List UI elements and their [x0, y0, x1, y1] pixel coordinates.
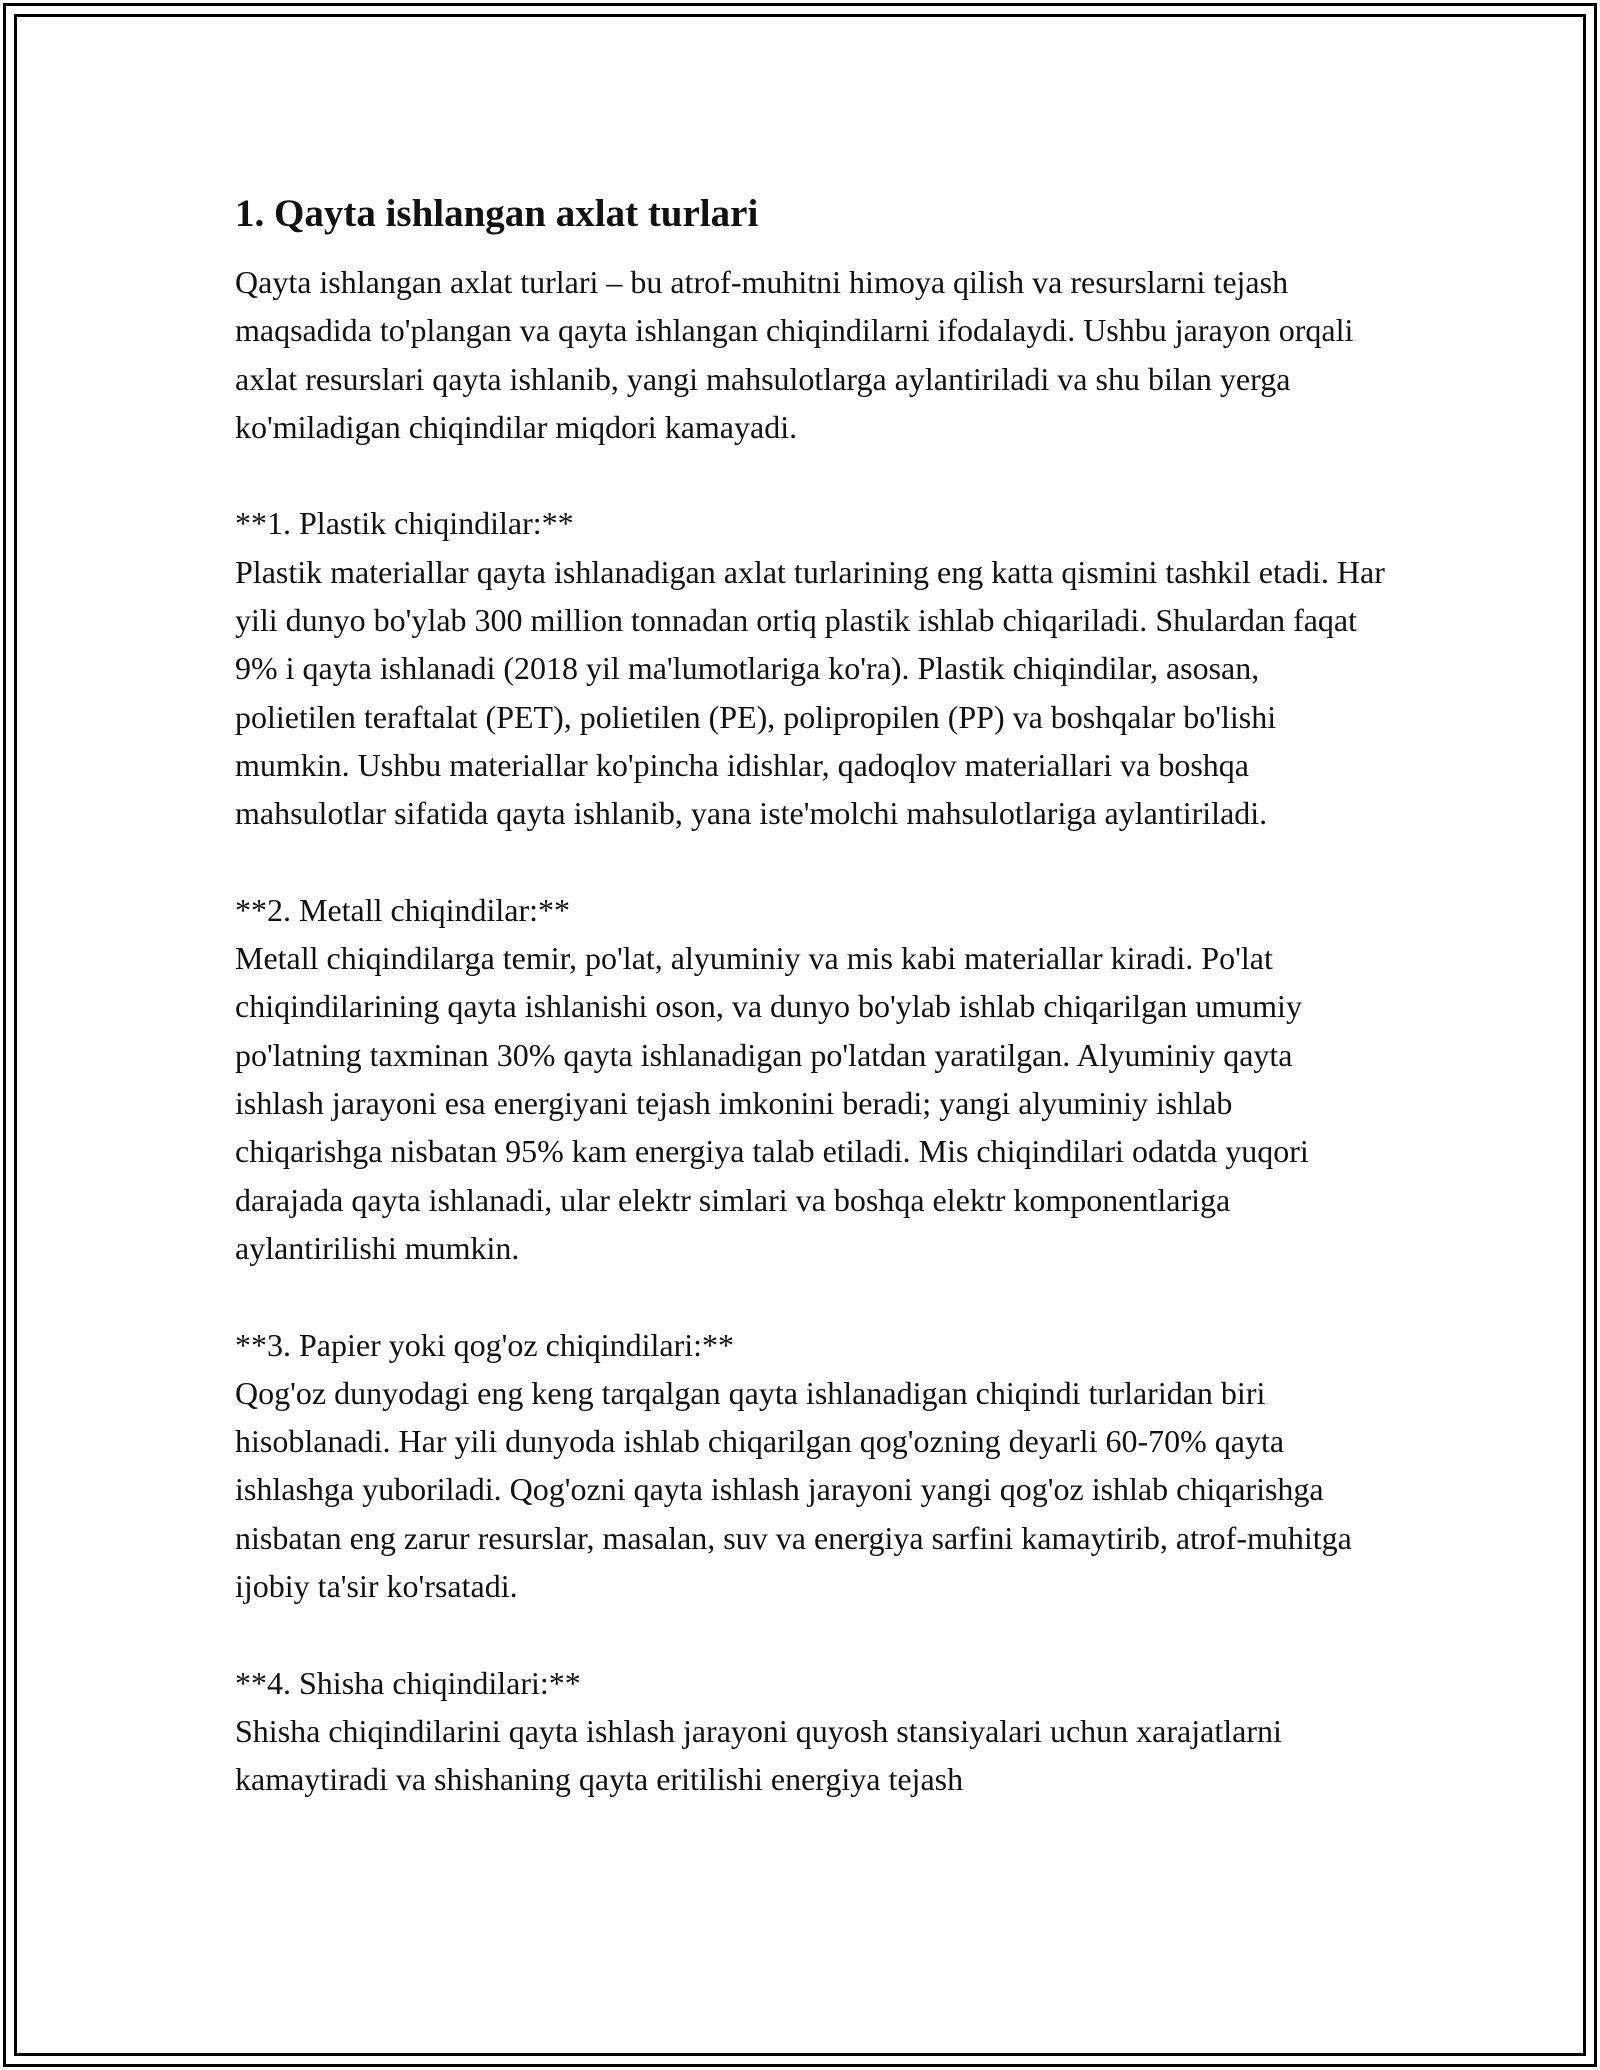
- section-body: Shisha chiqindilarini qayta ishlash jarayoni quyosh stansiyalari uchun xarajatlarni kamaytiradi va shishaning qayta eritilishi energiya tejash: [235, 1712, 1282, 1798]
- section-heading: **1. Plastik chiqindilar:**: [235, 505, 574, 542]
- section-body: Metall chiqindilarga temir, po'lat, alyuminiy va mis kabi materiallar kiradi. Po'lat chiqindilarining qayta ishlanishi oson, va dunyo bo'ylab ishlab chiqarilgan umumiy po'latning taxminan 30% qayta ishlanadigan po'latdan yaratilgan. Alyuminiy qayta ishlash jarayoni esa energiyani tejash imkonini beradi; yangi alyuminiy ishlab chiqarishga nisbatan 95% kam energiya talab etiladi. Mis chiqindilari odatda yuqori darajada qayta ishlanadi, ular elektr simlari va boshqa elektr komponentlariga aylantirilishi mumkin.: [235, 940, 1309, 1266]
- section-paper: [235, 1321, 1385, 1611]
- section-heading: **4. Shisha chiqindilari:**: [235, 1664, 581, 1701]
- section-heading: **2. Metall chiqindilar:**: [235, 891, 571, 928]
- section-glass: [235, 1659, 1385, 1804]
- section-body: Qog'oz dunyodagi eng keng tarqalgan qayta ishlanadigan chiqindi turlaridan biri hisoblanadi. Har yili dunyoda ishlab chiqarilgan qog'ozning deyarli 60-70% qayta ishlashga yuboriladi. Qog'ozni qayta ishlash jarayoni yangi qog'oz ishlab chiqarishga nisbatan eng zarur resurslar, masalan, suv va energiya sarfini kamaytirib, atrof-muhitga ijobiy ta'sir ko'rsatadi.: [235, 1374, 1352, 1605]
- section-body: Plastik materiallar qayta ishlanadigan axlat turlarining eng katta qismini tashkil etadi. Har yili dunyo bo'ylab 300 million tonnadan ortiq plastik ishlab chiqariladi. Shulardan faqat 9% i qayta ishlanadi (2018 yil ma'lumotlariga ko'ra). Plastik chiqindilar, asosan, polietilen teraftalat (PET), polietilen (PE), polipropilen (PP) va boshqalar bo'lishi mumkin. Ushbu materiallar ko'pincha idishlar, qadoqlov materiallari va boshqa mahsulotlar sifatida qayta ishlanib, yana iste'molchi mahsulotlariga aylantiriladi.: [235, 553, 1385, 832]
- document-title: 1. Qayta ishlangan axlat turlari: [235, 192, 759, 235]
- intro-paragraph: Qayta ishlangan axlat turlari – bu atrof-muhitni himoya qilish va resurslarni tejash maqsadida to'plangan va qayta ishlangan chiqindilarni ifodalaydi. Ushbu jarayon orqali axlat resurslari qayta ishlanib, yangi mahsulotlarga aylantiriladi va shu bilan yerga ko'miladigan chiqindilar miqdori kamayadi.: [235, 264, 1354, 445]
- section-metal: [235, 886, 1385, 1272]
- section-plastic: [235, 499, 1385, 837]
- section-heading: **3. Papier yoki qog'oz chiqindilari:**: [235, 1326, 735, 1363]
- document-page: [235, 188, 1385, 1804]
